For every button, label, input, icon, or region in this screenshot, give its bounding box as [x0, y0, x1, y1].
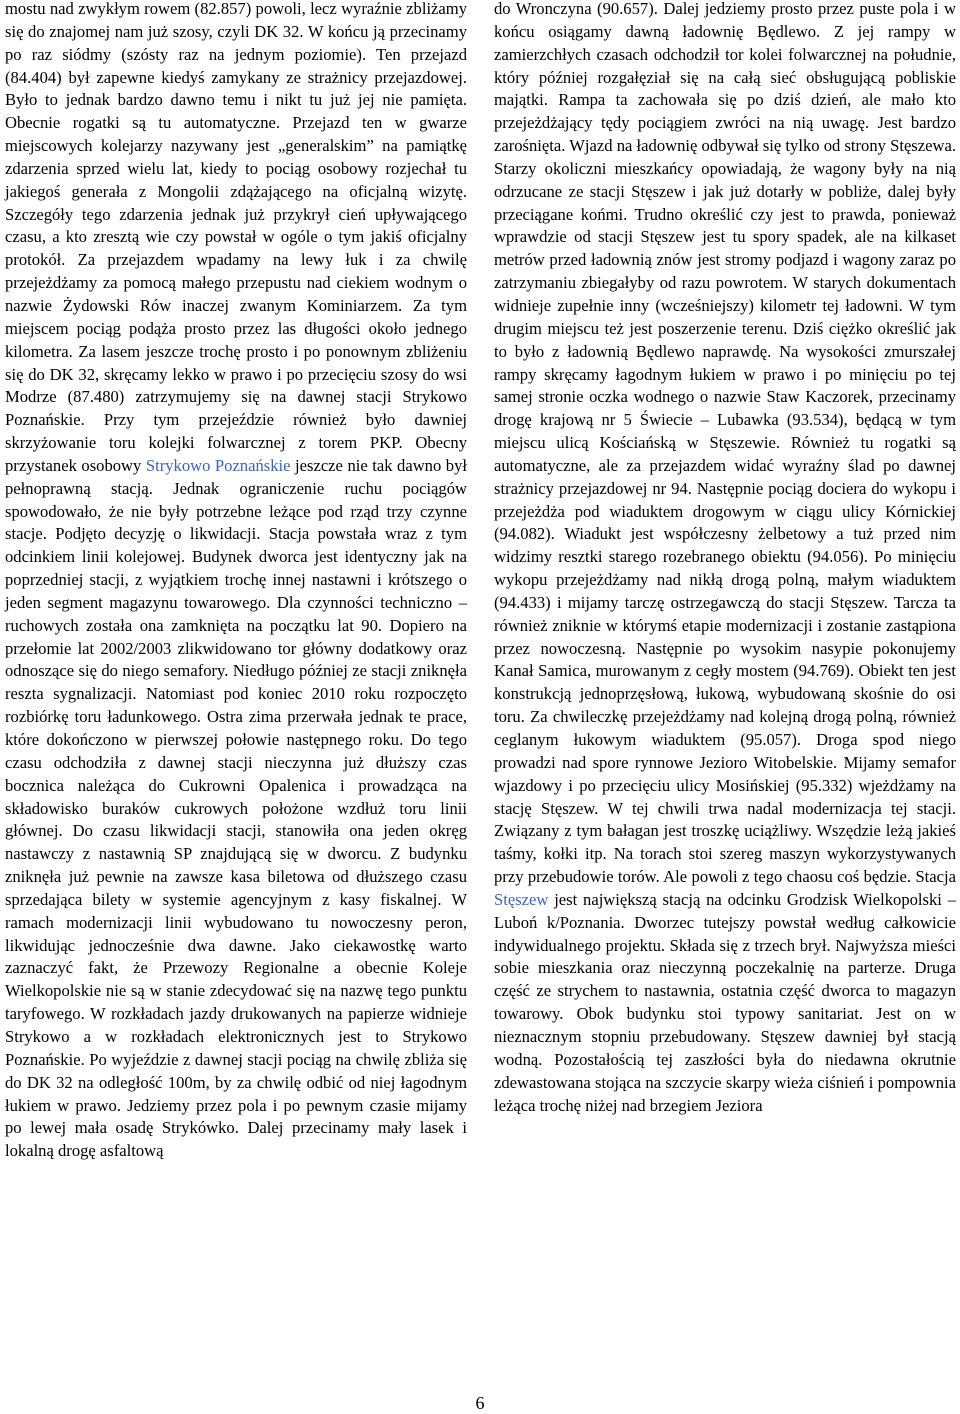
- left-column-paragraph: [5, 0, 467, 1163]
- page-number: 6: [475, 1393, 485, 1413]
- steszew-link[interactable]: Stęszew: [494, 889, 549, 909]
- left-text-part-1: mostu nad zwykłym rowem (82.857) powoli, lecz wyraźnie zbliżamy się do znajomej nam już szosy, czyli DK 32. W końcu ją przecinamy po raz siódmy (szósty raz na jednym poziomie). Ten przejazd (84.404) był zapewne kiedyś zamykany ze strażnicy przejazdowej. Było to jednak bardzo dawno temu i nikt tu już jej nie pamięta. Obecnie rogatki są tu automatyczne. Przejazd ten w gwarze miejscowych kolejarzy nazywany jest „generalskim” na pamiątkę zdarzenia sprzed wielu lat, kiedy to pociąg osobowy rozjechał tu jakiegoś generała z Mongolii zdążającego na oficjalną wizytę. Szczegóły tego zdarzenia jednak już przykrył cień upływającego czasu, a kto zresztą wie czy powstał w ogóle o tym jakiś oficjalny protokół. Za przejazdem wpadamy na lewy łuk i za chwilę przejeżdżamy za pomocą małego przepustu nad ciekiem wodnym o nazwie Żydowski Rów inaczej zwanym Kominiarzem. Za tym miejscem pociąg podąża prosto przez las długości około jednego kilometra. Za lasem jeszcze trochę prosto i po ponownym zbliżeniu się do DK 32, skręcamy lekko w prawo i po przecięciu szosy do wsi Modrze (87.480) zatrzymujemy się na dawnej stacji Strykowo Poznańskie. Przy tym przejeździe również było dawniej skrzyżowanie toru kolejki folwarcznej z torem PKP. Obecny przystanek osobowy: [5, 0, 467, 475]
- right-column: [494, 0, 956, 1117]
- strykowo-poznanskie-link[interactable]: Strykowo Poznańskie: [145, 455, 291, 475]
- right-text-part-1: do Wronczyna (90.657). Dalej jedziemy prosto przez puste pola i w końcu osiągamy dawną ładownię Będlewo. Z jej rampy w zamierzchłych czasach odchodził tor kolei folwarcznej na południe, który później rozgałęział się na całą sieć obsługującą pobliskie majątki. Rampa ta zachowała się po dziś dzień, ale mało kto przejeżdżający tędy pociągiem zwróci na nią uwagę. Jest bardzo zarośnięta. Wjazd na ładownię odbywał się tylko od strony Stęszewa. Starzy okoliczni mieszkańcy opowiadają, że wagony były na nią odrzucane ze stacji Stęszew i jak już dotarły w pobliże, dalej były przeciągane końmi. Trudno określić czy jest to prawda, ponieważ wprawdzie od stacji Stęszew jest tu spory spadek, ale na kilkaset metrów przed ładownią znów jest stromy podjazd i wagony zaraz po zatrzymaniu zbiegałyby od razu powrotem. W starych dokumentach widnieje zupełnie inny (wcześniejszy) kilometr tej ładowni. W tym drugim miejscu też jest poszerzenie terenu. Dziś ciężko określić jak to było z ładownią Będlewo naprawdę. Na wysokości zmurszałej rampy skręcamy łagodnym łukiem w prawo i po minięciu po tej samej stronie oczka wodnego o nazwie Staw Kaczorek, przecinamy drogę krajową nr 5 Świecie – Lubawka (93.534), będącą w tym miejscu ulicą Kościańską w Stęszewie. Również tu rogatki są automatyczne, ale za przejazdem widać wyraźny ślad po dawnej strażnicy przejazdowej nr 94. Następnie pociąg dociera do wykopu i przejeżdża pod wiaduktem drogowym w ciągu ulicy Kórnickiej (94.082). Wiadukt jest współczesny żelbetowy a tuż przed nim widzimy resztki starego rozebranego obiektu (94.056). Po minięciu wykopu przejeżdżamy nad nikłą drogą polną, małym wiaduktem (94.433) i mijamy tarczę ostrzegawczą do stacji Stęszew. Tarcza ta również zniknie w którymś etapie modernizacji i zostanie zastąpiona przez nowoczesną. Następnie po wysokim nasypie pokonujemy Kanał Samica, murowanym z cegły mostem (94.769). Obiekt ten jest konstrukcją jednoprzęsłową, łukową, wybudowaną skośnie do osi toru. Za chwileczkę przejeżdżamy nad kolejną drogą polną, również ceglanym łukowym wiaduktem (95.057). Droga spod niego prowadzi nad spore rynnowe Jezioro Witobelskie. Mijamy semafor wjazdowy i po przecięciu ulicy Mosińskiej (95.332) wjeżdżamy na stację Stęszew. W tej chwili trwa nadal modernizacja tej stacji. Związany z tym bałagan jest troszkę uciążliwy. Wszędzie leżą jakieś taśmy, kołki itp. Na torach stoi szereg maszyn wykorzystywanych przy przebudowie torów. Ale powoli z tego chaosu coś będzie. Stacja: [494, 0, 956, 887]
- right-column-paragraph: [494, 0, 956, 1117]
- left-text-part-2: jeszcze nie tak dawno był pełnoprawną stacją. Jednak ograniczenie ruchu pociągów spowodowało, że nie były potrzebne leżące pod rząd trzy czynne stacje. Podjęto decyzję o likwidacji. Stacja powstała wraz z tym odcinkiem linii kolejowej. Budynek dworca jest identyczny jak na poprzedniej stacji, z wyjątkiem trochę innej nastawni i krótszego o jeden segment magazynu towarowego. Dla czynności techniczno – ruchowych została ona zamknięta na początku lat 90. Dopiero na przełomie lat 2002/2003 zlikwidowano tor główny dodatkowy oraz odnoszące się do niego semafory. Niedługo później ze stacji zniknęła reszta sygnalizacji. Natomiast pod koniec 2010 roku rozpoczęto rozbiórkę toru ładunkowego. Ostra zima przerwała jednak te prace, które dokończono w pierwszej połowie następnego roku. Do tego czasu odchodziła z dawnej stacji nieczynna już dłuższy czas bocznica należąca do Cukrowni Opalenica i prowadząca na składowisko buraków cukrowych położone wzdłuż toru linii głównej. Do czasu likwidacji stacji, stanowiła ona jeden okręg nastawczy z nastawnią SP znajdującą się w dworcu. Z budynku zniknęła już pewnie na zawsze kasa biletowa od dłuższego czasu sprzedająca bilety w systemie agencyjnym z kasy fiskalnej. W ramach modernizacji linii wybudowano tu nowoczesny peron, likwidując jednocześnie dwa dawne. Jako ciekawostkę warto zaznaczyć fakt, że Przewozy Regionalne a obecnie Koleje Wielkopolskie nie są w stanie zdecydować się na nazwę tego punktu taryfowego. W rozkładach jazdy drukowanych na papierze widnieje Strykowo a w rozkładach elektronicznych jest to Strykowo Poznańskie. Po wyjeździe z dawnej stacji pociąg na chwilę zbliża się do DK 32 na odległość 100m, by za chwilę odbić od niej łagodnym łukiem w prawo. Jedziemy przez pola i po pewnym czasie mijamy po lewej mała osadę Strykówko. Dalej przecinamy mały lasek i lokalną drogę asfaltową: [5, 455, 467, 1161]
- right-text-part-2: jest największą stacją na odcinku Grodzisk Wielkopolski – Luboń k/Poznania. Dworzec tutejszy powstał według całkowicie indywidualnego projektu. Składa się z trzech brył. Najwyższa mieści sobie mieszkania oraz nieczynną poczekalnię na parterze. Druga część ze strychem to nastawnia, ostatnia część dworca to magazyn towarowy. Obok budynku stoi typowy sanitariat. Jest on w nieznacznym stopniu przebudowany. Stęszew dawniej był stacją wodną. Pozostałością tej zaszłości była do niedawna okrutnie zdewastowana stojąca na szczycie skarpy wieża ciśnień i pompownia leżąca trochę niżej nad brzegiem Jeziora: [494, 889, 956, 1115]
- left-column: [5, 0, 467, 1163]
